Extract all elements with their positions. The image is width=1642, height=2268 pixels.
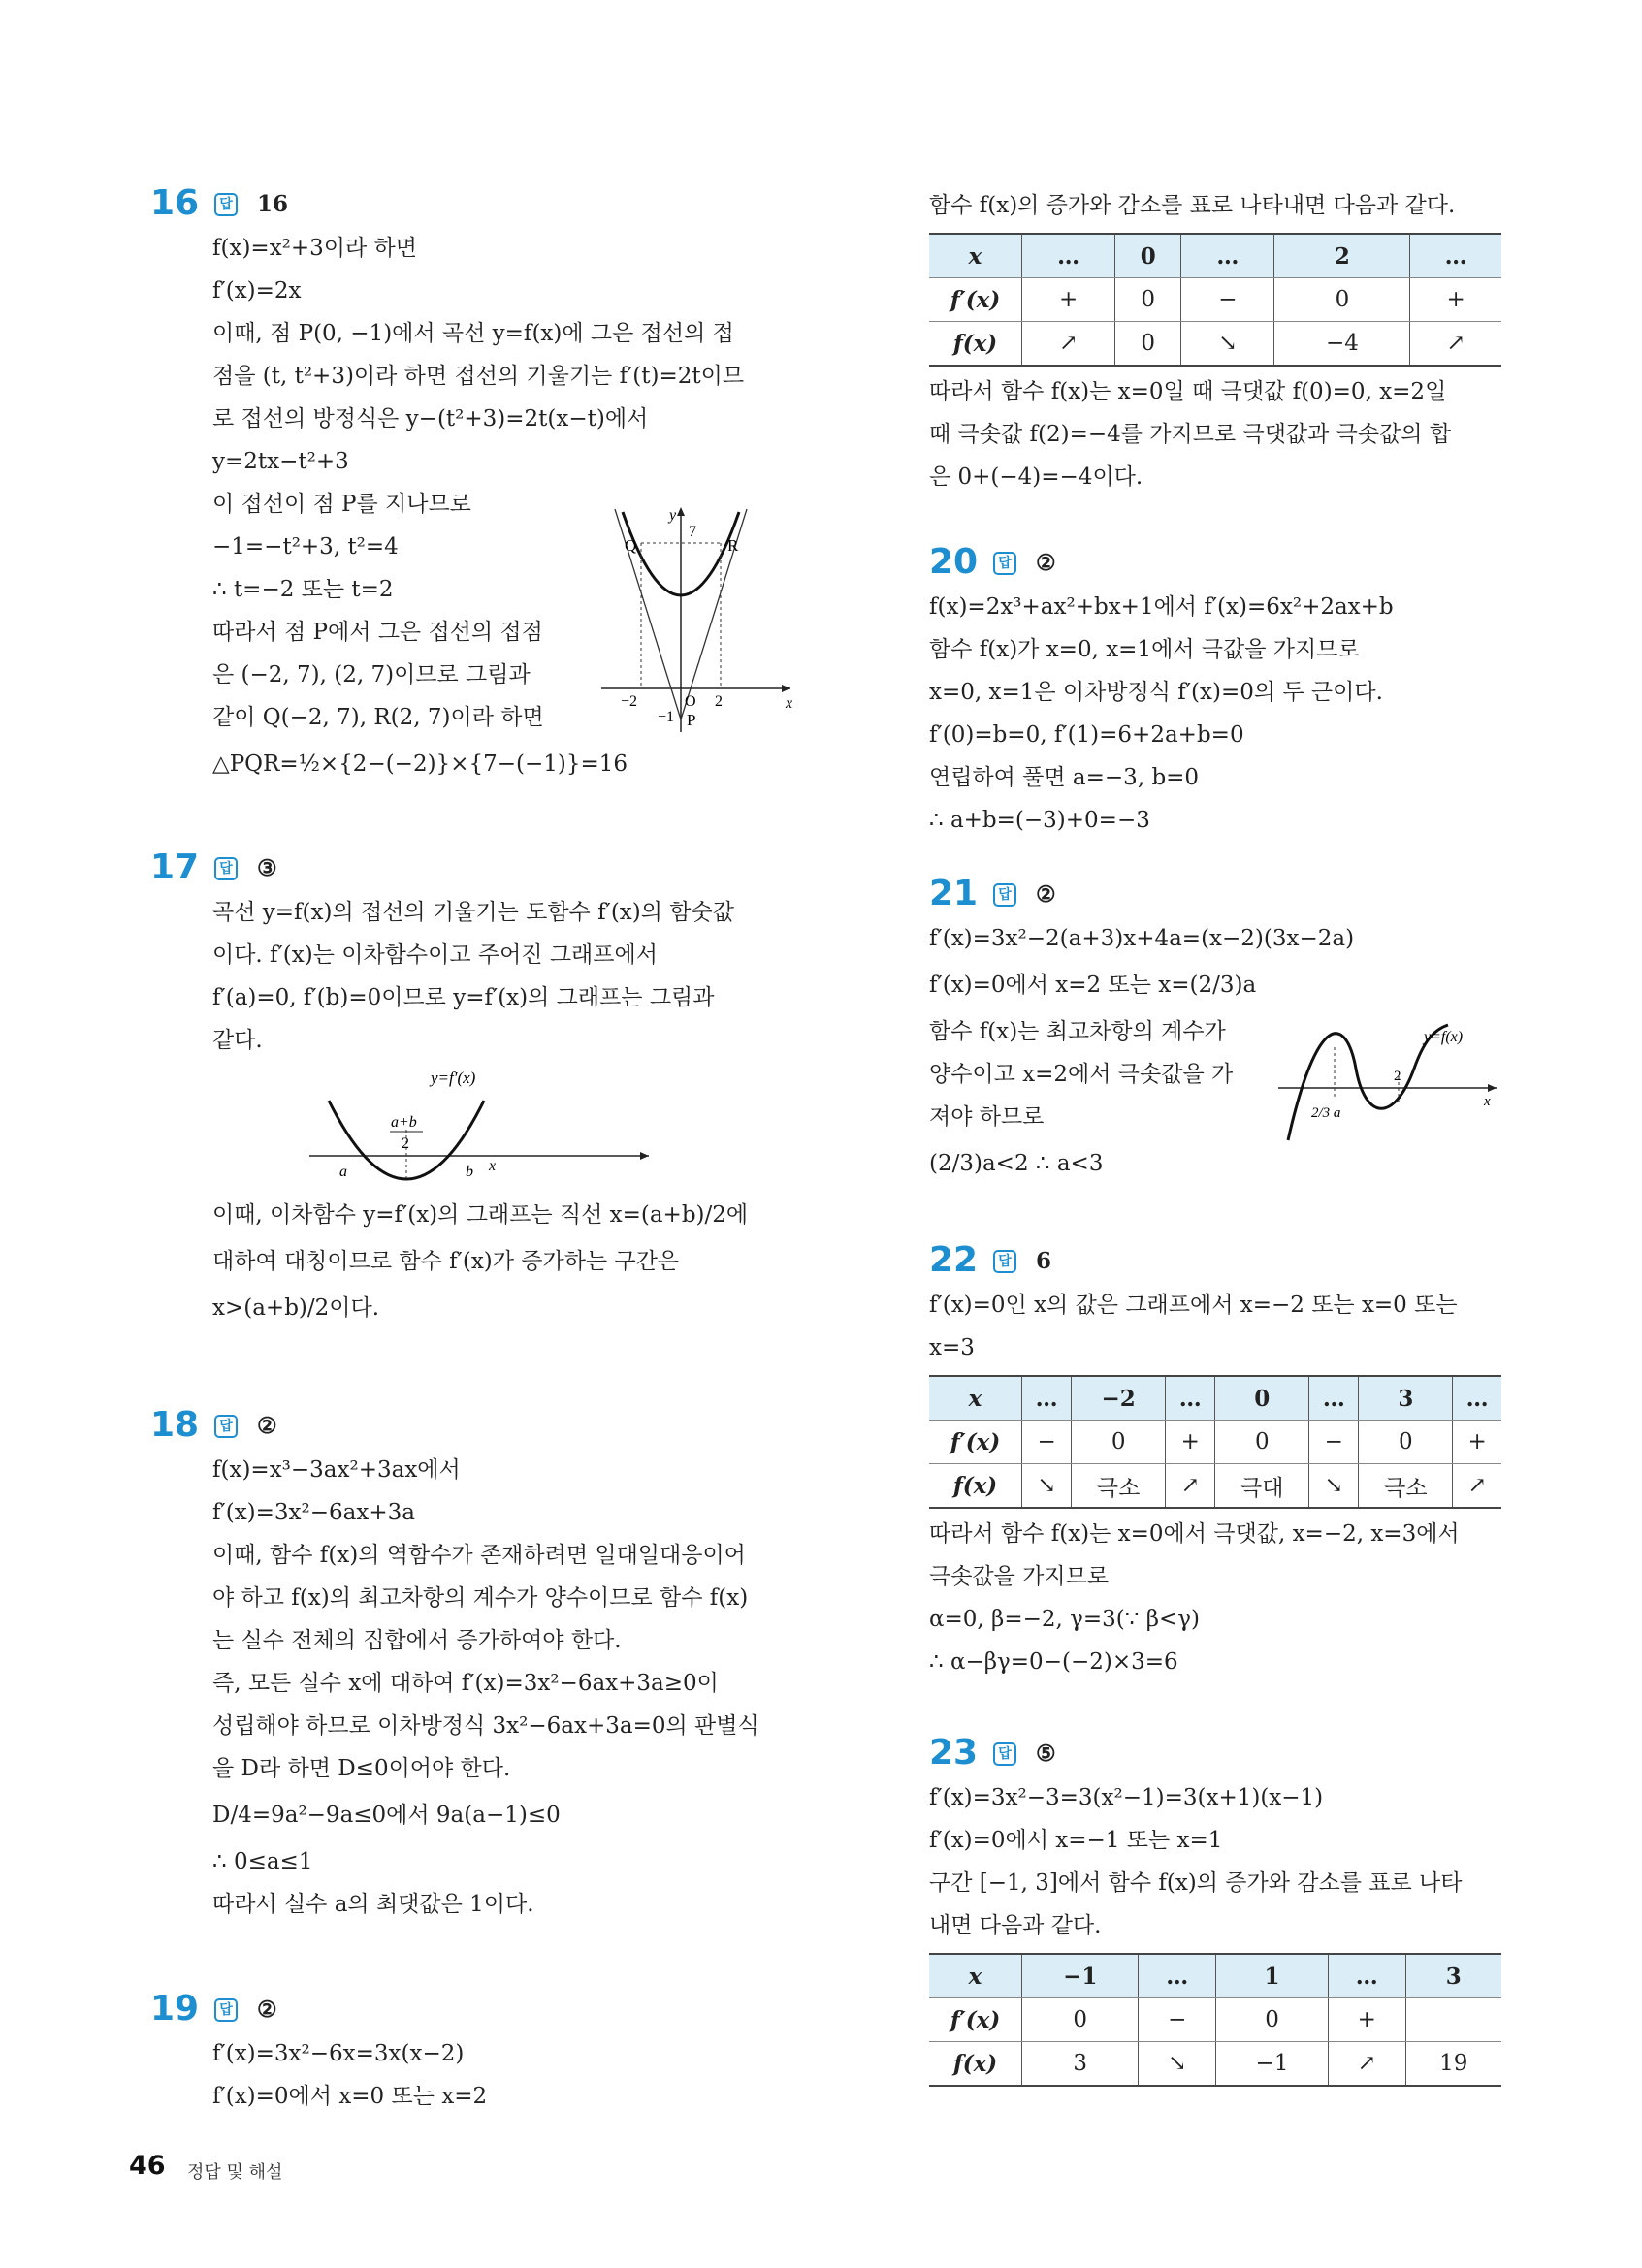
x-axis-arrow: [782, 685, 790, 692]
table-cell: −4: [1274, 322, 1410, 367]
solution-text: [212, 1449, 790, 1926]
answer-value: ②: [1036, 881, 1056, 908]
problem-header: [929, 1734, 1501, 1776]
table-cell: 3: [1022, 2042, 1139, 2087]
solution-line: 을 D라 하면 D≤0이어야 한다.: [212, 1756, 511, 1781]
solution-line: f′(x)=3x²−6ax+3a: [212, 1500, 415, 1525]
table-row: [929, 234, 1501, 278]
fraction-numerator: a+b: [391, 1114, 417, 1131]
problem-number: 23: [929, 1733, 979, 1773]
table-cell: 극대: [1215, 1464, 1309, 1509]
table-cell: +: [1453, 1421, 1501, 1464]
table-cell: 3: [1405, 1954, 1501, 1998]
axis-label-x: x: [1484, 1094, 1491, 1109]
solution-line: 함수 f(x)의 증가와 감소를 표로 나타내면 다음과 같다.: [929, 193, 1456, 218]
problem-header: [929, 1241, 1501, 1284]
table-cell: ↗: [1166, 1464, 1215, 1509]
table-cell: ↗: [1410, 322, 1501, 367]
problem-17: [150, 848, 790, 1333]
solution-line: f(x)=2x³+ax²+bx+1에서 f′(x)=6x²+2ax+b: [929, 594, 1394, 620]
solution-line: x>(a+b)/2이다.: [212, 1295, 380, 1321]
solution-line: 은 0+(−4)=−4이다.: [929, 464, 1143, 490]
table-cell: …: [1410, 234, 1501, 278]
solution-line: 때 극솟값 f(2)=−4를 가지므로 극댓값과 극솟값의 합: [929, 422, 1452, 447]
solution-line: f′(x)=2x: [212, 278, 302, 303]
problem-number: 16: [150, 183, 200, 223]
answer-badge: 답: [993, 1250, 1016, 1273]
table-cell: 0: [1115, 322, 1181, 367]
table-cell: 극소: [1359, 1464, 1453, 1509]
tick-label: −1: [658, 709, 675, 725]
table-cell: +: [1166, 1421, 1215, 1464]
table-row: [929, 1421, 1501, 1464]
solution-line: 내면 다음과 같다.: [929, 1913, 1102, 1938]
table-cell: ↘: [1022, 1464, 1072, 1509]
problem-20: [929, 543, 1501, 842]
tick-label: 2: [1394, 1069, 1401, 1084]
table-cell: 19: [1405, 2042, 1501, 2087]
table-row: [929, 1954, 1501, 1998]
table-cell: +: [1022, 278, 1115, 322]
table-row: [929, 1464, 1501, 1509]
answer-value: ②: [257, 1996, 277, 2023]
table-cell: −: [1309, 1421, 1359, 1464]
answer-value: ⑤: [1036, 1741, 1056, 1767]
table-cell: f′(x): [929, 1998, 1022, 2042]
solution-line: 이다. f′(x)는 이차함수이고 주어진 그래프에서: [212, 942, 658, 968]
solution-line: 함수 f(x)는 최고차항의 계수가: [929, 1019, 1226, 1044]
answer-badge: 답: [214, 193, 238, 216]
solution-line: 이때, 이차함수 y=f′(x)의 그래프는 직선 x=(a+b)/2에: [212, 1202, 749, 1228]
table-cell: …: [1022, 234, 1115, 278]
table-cell: −2: [1072, 1376, 1166, 1421]
solution-line: f′(x)=0인 x의 값은 그래프에서 x=−2 또는 x=0 또는: [929, 1293, 1458, 1318]
table-row: [929, 322, 1501, 367]
table-cell: 0: [1359, 1421, 1453, 1464]
solution-line: 이 접선이 점 P를 지나므로: [212, 492, 471, 517]
solution-line: ∴ α−βγ=0−(−2)×3=6: [929, 1649, 1178, 1675]
table-cell: −: [1139, 1998, 1216, 2042]
problem-header: [150, 848, 790, 891]
solution-line: ∴ 0≤a≤1: [212, 1849, 313, 1874]
table-cell: ↗: [1453, 1464, 1501, 1509]
table-cell: f′(x): [929, 1421, 1022, 1464]
table-cell: −: [1022, 1421, 1072, 1464]
table-cell: ↘: [1181, 322, 1274, 367]
solution-line: 함수 f(x)가 x=0, x=1에서 극값을 가지므로: [929, 637, 1360, 662]
table-cell: 0: [1215, 1421, 1309, 1464]
x-axis-arrow: [640, 1152, 649, 1160]
solution-line: 이때, 점 P(0, −1)에서 곡선 y=f(x)에 그은 접선의 접: [212, 321, 734, 346]
table-cell: …: [1309, 1376, 1359, 1421]
table-cell: −1: [1216, 2042, 1329, 2087]
solution-line: 따라서 함수 f(x)는 x=0일 때 극댓값 f(0)=0, x=2일: [929, 379, 1447, 404]
curve-label: y=f(x): [1424, 1029, 1464, 1045]
answer-badge: 답: [993, 883, 1016, 907]
tick-label: 2: [715, 693, 723, 710]
tick-label: 2/3 a: [1311, 1105, 1341, 1121]
problem-header: [150, 1990, 790, 2032]
solution-line: f′(x)=3x²−2(a+3)x+4a=(x−2)(3x−2a): [929, 926, 1355, 951]
solution-line: 성립해야 하므로 이차방정식 3x²−6ax+3a=0의 판별식: [212, 1713, 759, 1739]
solution-line: 양수이고 x=2에서 극솟값을 가: [929, 1062, 1234, 1087]
problem-header: [929, 543, 1501, 586]
table-cell: ↘: [1139, 2042, 1216, 2087]
curve-label: y=f′(x): [431, 1069, 476, 1087]
table-cell: +: [1410, 278, 1501, 322]
solution-line: y=2tx−t²+3: [212, 449, 349, 474]
table-cell: …: [1328, 1954, 1405, 1998]
table-cell: ↗: [1022, 322, 1115, 367]
sign-table: [929, 1953, 1501, 2087]
answer-value: 6: [1036, 1248, 1052, 1274]
point-label-r: R: [727, 536, 739, 555]
solution-text: [929, 1284, 1501, 1683]
problem-number: 21: [929, 874, 979, 913]
solution-line: 이때, 함수 f(x)의 역함수가 존재하려면 일대일대응이어: [212, 1543, 746, 1568]
solution-line: f′(a)=0, f′(b)=0이므로 y=f′(x)의 그래프는 그림과: [212, 985, 715, 1010]
solution-line: ∴ t=−2 또는 t=2: [212, 577, 394, 602]
table-cell: ↘: [1309, 1464, 1359, 1509]
solution-line: D/4=9a²−9a≤0에서 9a(a−1)≤0: [212, 1803, 561, 1828]
solution-line: 따라서 점 P에서 그은 접선의 접점: [212, 620, 543, 645]
table-row: [929, 2042, 1501, 2087]
solution-line: 은 (−2, 7), (2, 7)이므로 그림과: [212, 662, 531, 687]
solution-text: [929, 1776, 1501, 2087]
sign-table: [929, 233, 1501, 367]
problem-18: [150, 1406, 790, 1926]
table-cell: 0: [1215, 1376, 1309, 1421]
solution-line: 연립하여 풀면 a=−3, b=0: [929, 765, 1200, 790]
fraction-denominator: 2: [402, 1135, 409, 1152]
solution-line: 져야 하므로: [929, 1104, 1045, 1130]
solution-line: −1=−t²+3, t²=4: [212, 534, 399, 559]
table-cell: −: [1181, 278, 1274, 322]
problem-number: 17: [150, 847, 200, 887]
problem-header: [150, 1406, 790, 1449]
answer-badge: 답: [214, 1415, 238, 1438]
answer-value: ②: [257, 1413, 277, 1439]
solution-line: 야 하고 f(x)의 최고차항의 계수가 양수이므로 함수 f(x): [212, 1585, 749, 1611]
solution-line: f′(x)=0에서 x=2 또는 x=(2/3)a: [929, 973, 1257, 998]
root-label-a: a: [339, 1164, 347, 1180]
solution-line: α=0, β=−2, γ=3(∵ β<γ): [929, 1607, 1201, 1632]
answer-value: ②: [1036, 550, 1056, 576]
table-cell: …: [1453, 1376, 1501, 1421]
table-row: [929, 1376, 1501, 1421]
solution-text: [212, 891, 790, 1333]
table-cell: 1: [1216, 1954, 1329, 1998]
table-cell: [1405, 1998, 1501, 2042]
problem-22: [929, 1241, 1501, 1683]
table-cell: …: [1181, 234, 1274, 278]
answer-value: ③: [257, 855, 277, 881]
table-cell: 0: [1115, 278, 1181, 322]
problem-19-continued: [929, 184, 1501, 498]
problem-header: [150, 184, 790, 227]
table-cell: f(x): [929, 2042, 1022, 2087]
parabola-tangent-graph: [601, 504, 795, 737]
answer-badge: 답: [214, 1998, 238, 2022]
solution-line: x=3: [929, 1335, 975, 1360]
solution-line: f(x)=x³−3ax²+3ax에서: [212, 1457, 461, 1483]
solution-line: ∴ a+b=(−3)+0=−3: [929, 808, 1150, 833]
solution-line: f′(0)=b=0, f′(1)=6+2a+b=0: [929, 722, 1244, 748]
table-cell: …: [1139, 1954, 1216, 1998]
derivative-parabola-graph: [295, 1064, 702, 1190]
answer-badge: 답: [993, 552, 1016, 575]
page-footer-label: 정답 및 해설: [187, 2162, 283, 2183]
solution-text: [212, 2032, 790, 2118]
cubic-graph: [1278, 1020, 1501, 1146]
table-cell: 0: [1274, 278, 1410, 322]
table-cell: 3: [1359, 1376, 1453, 1421]
table-cell: 0: [1115, 234, 1181, 278]
problem-19: [150, 1990, 790, 2118]
table-row: [929, 1998, 1501, 2042]
solution-line: 구간 [−1, 3]에서 함수 f(x)의 증가와 감소를 표로 나타: [929, 1870, 1463, 1896]
root-label-b: b: [466, 1164, 473, 1180]
axis-label-y: y: [669, 507, 677, 524]
sign-table: [929, 1375, 1501, 1509]
origin-label: O: [685, 693, 696, 710]
problem-number: 22: [929, 1240, 979, 1280]
problem-number: 18: [150, 1405, 200, 1445]
problem-23: [929, 1734, 1501, 2091]
solution-line: f′(x)=3x²−6x=3x(x−2): [212, 2041, 465, 2066]
solution-line: f′(x)=0에서 x=−1 또는 x=1: [929, 1828, 1223, 1853]
solution-line: △PQR=½×{2−(−2)}×{7−(−1)}=16: [212, 751, 628, 777]
table-cell: 0: [1022, 1998, 1139, 2042]
solution-line: 즉, 모든 실수 x에 대하여 f′(x)=3x²−6ax+3a≥0이: [212, 1671, 719, 1696]
table-cell: x: [929, 234, 1022, 278]
solution-line: 같이 Q(−2, 7), R(2, 7)이라 하면: [212, 705, 544, 730]
table-cell: …: [1022, 1376, 1072, 1421]
problem-21: [929, 875, 1501, 1189]
table-cell: ↗: [1328, 2042, 1405, 2087]
table-row: [929, 278, 1501, 322]
table-cell: f(x): [929, 322, 1022, 367]
answer-badge: 답: [214, 857, 238, 880]
solution-line: 대하여 대칭이므로 함수 f′(x)가 증가하는 구간은: [212, 1249, 680, 1274]
answer-badge: 답: [993, 1742, 1016, 1766]
table-cell: 0: [1216, 1998, 1329, 2042]
table-cell: 극소: [1072, 1464, 1166, 1509]
solution-line: 곡선 y=f(x)의 접선의 기울기는 도함수 f′(x)의 함숫값: [212, 900, 734, 925]
solution-line: 극솟값을 가지므로: [929, 1564, 1110, 1589]
problem-number: 19: [150, 1989, 200, 2028]
table-cell: x: [929, 1954, 1022, 1998]
solution-line: 로 접선의 방정식은 y−(t²+3)=2t(x−t)에서: [212, 406, 649, 431]
problem-16: [150, 183, 793, 789]
answer-value: 16: [257, 191, 289, 217]
axis-label-x: x: [786, 695, 793, 712]
table-cell: …: [1166, 1376, 1215, 1421]
solution-line: 따라서 함수 f(x)는 x=0에서 극댓값, x=−2, x=3에서: [929, 1521, 1460, 1547]
solution-line: f′(x)=3x²−3=3(x²−1)=3(x+1)(x−1): [929, 1785, 1324, 1810]
axis-label-x: x: [489, 1158, 497, 1174]
solution-line: 따라서 실수 a의 최댓값은 1이다.: [212, 1892, 534, 1917]
solution-line: 점을 (t, t²+3)이라 하면 접선의 기울기는 f′(t)=2t이므: [212, 364, 745, 389]
table-cell: f′(x): [929, 278, 1022, 322]
tick-label: 7: [689, 524, 696, 540]
x-axis-arrow: [1488, 1084, 1497, 1092]
problem-number: 20: [929, 542, 979, 582]
solution-line: (2/3)a<2 ∴ a<3: [929, 1151, 1104, 1176]
y-axis-arrow: [677, 507, 685, 516]
solution-line: 같다.: [212, 1028, 263, 1053]
table-cell: −1: [1022, 1954, 1139, 1998]
table-cell: 2: [1274, 234, 1410, 278]
page-number: 46: [129, 2151, 166, 2181]
table-cell: f(x): [929, 1464, 1022, 1509]
solution-line: 는 실수 전체의 집합에서 증가하여야 한다.: [212, 1628, 622, 1653]
problem-header: [929, 875, 1501, 917]
table-cell: x: [929, 1376, 1022, 1421]
tick-label: −2: [621, 693, 638, 710]
solution-line: f(x)=x²+3이라 하면: [212, 236, 417, 261]
table-cell: +: [1328, 1998, 1405, 2042]
table-cell: 0: [1072, 1421, 1166, 1464]
solution-line: f′(x)=0에서 x=0 또는 x=2: [212, 2084, 488, 2109]
point-label-q: Q: [625, 536, 637, 555]
point-label-p: P: [687, 711, 696, 729]
solution-text: [929, 586, 1501, 842]
solution-line: x=0, x=1은 이차방정식 f′(x)=0의 두 근이다.: [929, 680, 1383, 705]
